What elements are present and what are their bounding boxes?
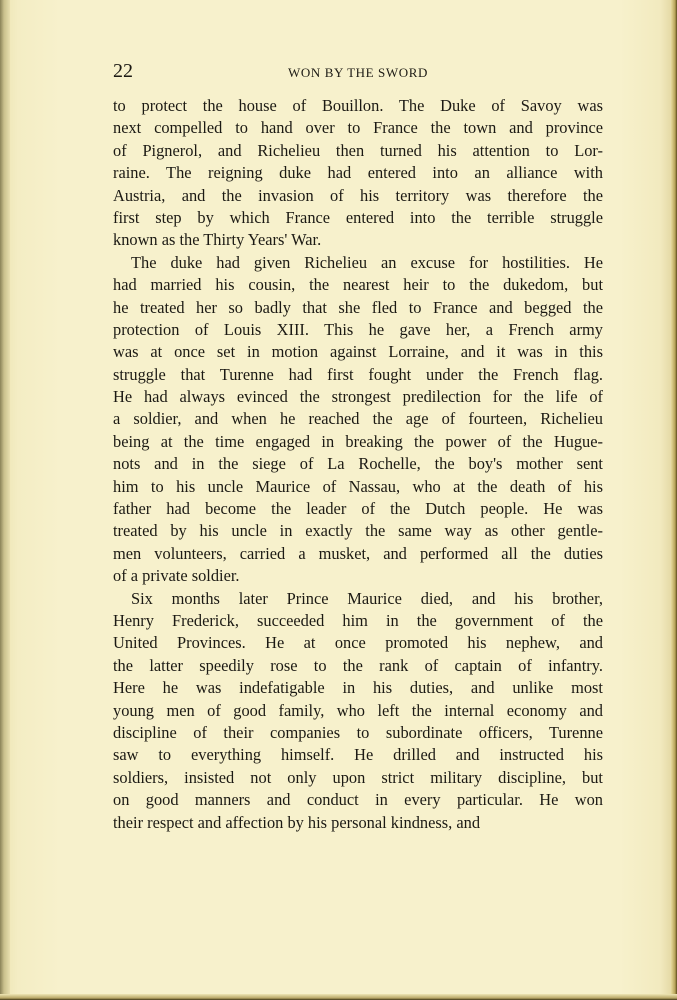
text-line: raine. The reigning duke had entered into an alliance with (113, 163, 603, 183)
text-line: Henry Frederick, succeeded him in the government of the (113, 610, 603, 630)
text-line: Here he was indefatigable in his duties, and unlike most (113, 678, 603, 698)
text-line: Austria, and the invasion of his territory was therefore the (113, 185, 603, 205)
page-header (113, 58, 603, 88)
text-line: United Provinces. He at once promoted his nephew, and (113, 633, 603, 653)
text-line: young men of good family, who left the internal economy and (113, 700, 603, 720)
text-line: their respect and affection by his personal kindness, and (113, 812, 481, 832)
text-line: the latter speedily rose to the rank of captain of infantry. (113, 655, 603, 675)
paragraph (113, 252, 603, 588)
text-line: of a private soldier. (113, 566, 240, 586)
paragraph (113, 95, 603, 252)
text-line: protection of Louis XIII. This he gave her, a French army (113, 319, 603, 339)
text-line: had married his cousin, the nearest heir to the dukedom, but (113, 275, 603, 295)
text-line: struggle that Turenne had first fought under the French flag. (113, 364, 603, 384)
text-line: was at once set in motion against Lorraine, and it was in this (113, 342, 603, 362)
paragraph (113, 588, 603, 834)
text-line: he treated her so badly that she fled to France and begged the (113, 297, 603, 317)
body-text (113, 95, 603, 834)
text-line: men volunteers, carried a musket, and performed all the duties (113, 543, 603, 563)
text-line: next compelled to hand over to France the town and province (113, 118, 603, 138)
text-line: discipline of their companies to subordinate officers, Turenne (113, 722, 603, 742)
page-bottom-edge (0, 994, 677, 1000)
text-line: He had always evinced the strongest predilection for the life of (113, 387, 603, 407)
text-line: The duke had given Richelieu an excuse for hostilities. He (131, 252, 603, 272)
text-line: soldiers, insisted not only upon strict military discipline, but (113, 767, 603, 787)
text-line: him to his uncle Maurice of Nassau, who at the death of his (113, 476, 603, 496)
text-line: on good manners and conduct in every particular. He won (113, 790, 603, 810)
page-right-edge (671, 0, 677, 1000)
text-line: known as the Thirty Years' War. (113, 230, 322, 250)
text-line: a soldier, and when he reached the age of fourteen, Richelieu (113, 409, 603, 429)
page-gutter-shadow (0, 0, 10, 1000)
running-title: WON BY THE SWORD (288, 65, 428, 80)
text-line: treated by his uncle in exactly the same way as other gentle- (113, 521, 603, 541)
text-line: nots and in the siege of La Rochelle, the boy's mother sent (113, 454, 603, 474)
page-number: 22 (113, 60, 133, 82)
text-line: first step by which France entered into the terrible struggle (113, 207, 603, 227)
text-line: saw to everything himself. He drilled and instructed his (113, 745, 603, 765)
text-line: of Pignerol, and Richelieu then turned his attention to Lor- (113, 140, 603, 160)
text-line: being at the time engaged in breaking the power of the Hugue- (113, 431, 603, 451)
text-line: to protect the house of Bouillon. The Duke of Savoy was (113, 96, 603, 115)
text-line: father had become the leader of the Dutch people. He was (113, 499, 603, 519)
text-line: Six months later Prince Maurice died, and his brother, (131, 588, 603, 608)
